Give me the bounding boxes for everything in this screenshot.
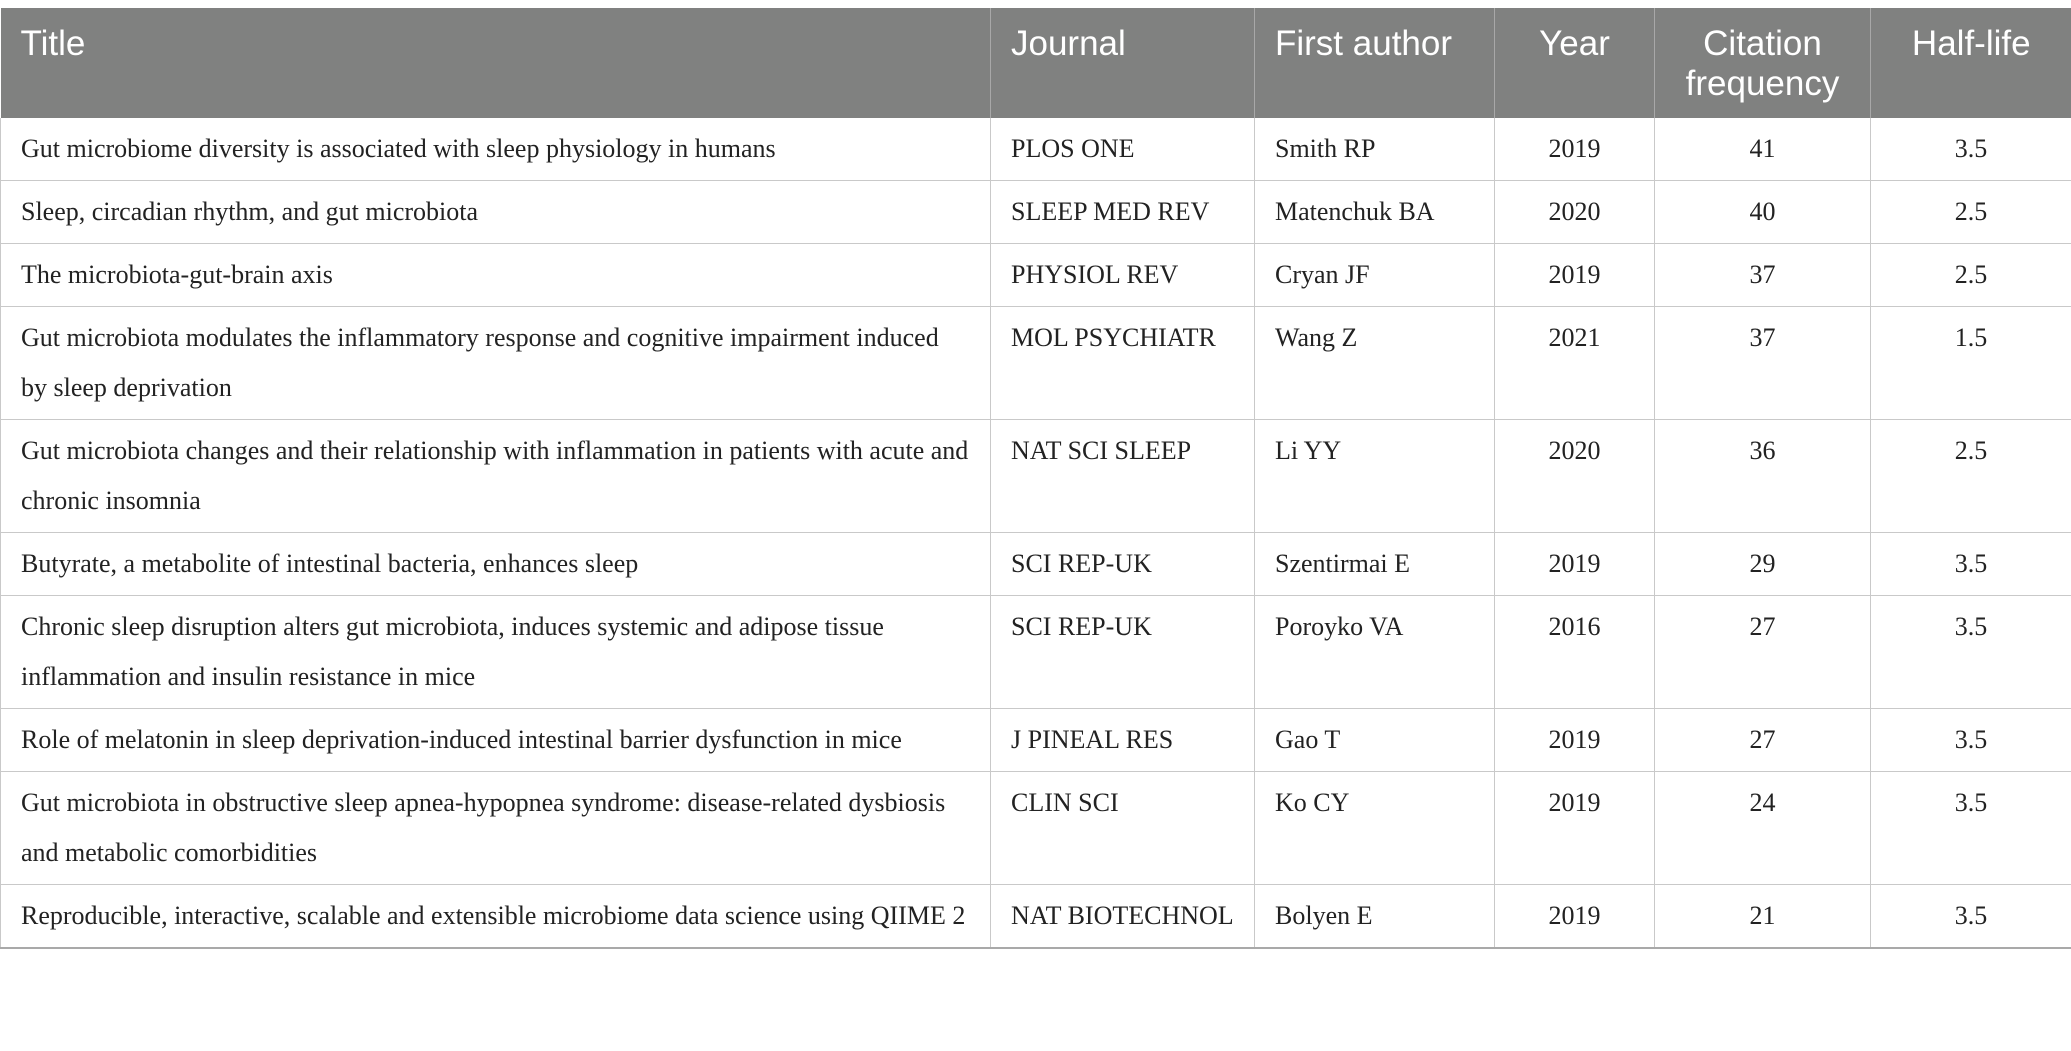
table-header: [1, 8, 2071, 118]
cell-first-author: Poroyko VA: [1255, 596, 1495, 709]
cell-title: The microbiota-gut-brain axis: [1, 244, 991, 307]
cell-title: Chronic sleep disruption alters gut microbiota, induces systemic and adipose tissue inflammation and insulin resistance in mice: [1, 596, 991, 709]
table-row: [1, 244, 2071, 307]
cell-first-author: Bolyen E: [1255, 885, 1495, 949]
cell-half-life: 3.5: [1871, 533, 2071, 596]
cell-title: Butyrate, a metabolite of intestinal bacteria, enhances sleep: [1, 533, 991, 596]
cell-journal: NAT BIOTECHNOL: [991, 885, 1255, 949]
cell-year: 2019: [1495, 244, 1655, 307]
cell-citation-frequency: 29: [1655, 533, 1871, 596]
header-half-life: Half-life: [1871, 8, 2071, 118]
header-journal: Journal: [991, 8, 1255, 118]
header-row: [1, 8, 2071, 118]
cell-year: 2016: [1495, 596, 1655, 709]
cell-citation-frequency: 27: [1655, 596, 1871, 709]
cell-year: 2019: [1495, 772, 1655, 885]
cell-journal: PLOS ONE: [991, 118, 1255, 181]
header-title: Title: [1, 8, 991, 118]
cell-journal: SCI REP-UK: [991, 533, 1255, 596]
cell-journal: SLEEP MED REV: [991, 181, 1255, 244]
cell-year: 2019: [1495, 533, 1655, 596]
cell-title: Sleep, circadian rhythm, and gut microbiota: [1, 181, 991, 244]
cell-half-life: 3.5: [1871, 709, 2071, 772]
cell-half-life: 3.5: [1871, 885, 2071, 949]
cell-citation-frequency: 37: [1655, 244, 1871, 307]
citation-table-container: [0, 8, 2071, 949]
table-row: [1, 307, 2071, 420]
cell-half-life: 2.5: [1871, 244, 2071, 307]
cell-title: Gut microbiota in obstructive sleep apnea-hypopnea syndrome: disease-related dysbiosis and metabolic comorbidities: [1, 772, 991, 885]
cell-title: Gut microbiota modulates the inflammatory response and cognitive impairment induced by sleep deprivation: [1, 307, 991, 420]
table-row: [1, 596, 2071, 709]
table-row: [1, 885, 2071, 949]
cell-journal: CLIN SCI: [991, 772, 1255, 885]
cell-title: Gut microbiota changes and their relationship with inflammation in patients with acute and chronic insomnia: [1, 420, 991, 533]
cell-journal: PHYSIOL REV: [991, 244, 1255, 307]
cell-first-author: Gao T: [1255, 709, 1495, 772]
cell-citation-frequency: 27: [1655, 709, 1871, 772]
cell-year: 2019: [1495, 885, 1655, 949]
cell-half-life: 2.5: [1871, 420, 2071, 533]
table-row: [1, 533, 2071, 596]
cell-title: Reproducible, interactive, scalable and extensible microbiome data science using QIIME 2: [1, 885, 991, 949]
cell-citation-frequency: 21: [1655, 885, 1871, 949]
cell-year: 2020: [1495, 181, 1655, 244]
cell-year: 2019: [1495, 118, 1655, 181]
cell-title: Role of melatonin in sleep deprivation-induced intestinal barrier dysfunction in mice: [1, 709, 991, 772]
cell-first-author: Li YY: [1255, 420, 1495, 533]
cell-first-author: Szentirmai E: [1255, 533, 1495, 596]
table-row: [1, 420, 2071, 533]
cell-journal: MOL PSYCHIATR: [991, 307, 1255, 420]
table-body: [1, 118, 2071, 948]
cell-first-author: Cryan JF: [1255, 244, 1495, 307]
cell-year: 2020: [1495, 420, 1655, 533]
header-year: Year: [1495, 8, 1655, 118]
citation-table: [0, 8, 2071, 949]
cell-citation-frequency: 24: [1655, 772, 1871, 885]
cell-year: 2019: [1495, 709, 1655, 772]
cell-citation-frequency: 36: [1655, 420, 1871, 533]
cell-first-author: Smith RP: [1255, 118, 1495, 181]
table-row: [1, 181, 2071, 244]
cell-title: Gut microbiome diversity is associated with sleep physiology in humans: [1, 118, 991, 181]
cell-citation-frequency: 37: [1655, 307, 1871, 420]
table-row: [1, 772, 2071, 885]
table-row: [1, 118, 2071, 181]
cell-half-life: 2.5: [1871, 181, 2071, 244]
cell-journal: J PINEAL RES: [991, 709, 1255, 772]
cell-first-author: Ko CY: [1255, 772, 1495, 885]
header-first-author: First author: [1255, 8, 1495, 118]
cell-citation-frequency: 40: [1655, 181, 1871, 244]
cell-first-author: Wang Z: [1255, 307, 1495, 420]
cell-half-life: 3.5: [1871, 596, 2071, 709]
cell-journal: NAT SCI SLEEP: [991, 420, 1255, 533]
cell-year: 2021: [1495, 307, 1655, 420]
cell-half-life: 1.5: [1871, 307, 2071, 420]
cell-journal: SCI REP-UK: [991, 596, 1255, 709]
cell-half-life: 3.5: [1871, 772, 2071, 885]
table-row: [1, 709, 2071, 772]
header-citation-frequency: Citation frequency: [1655, 8, 1871, 118]
cell-first-author: Matenchuk BA: [1255, 181, 1495, 244]
cell-citation-frequency: 41: [1655, 118, 1871, 181]
cell-half-life: 3.5: [1871, 118, 2071, 181]
